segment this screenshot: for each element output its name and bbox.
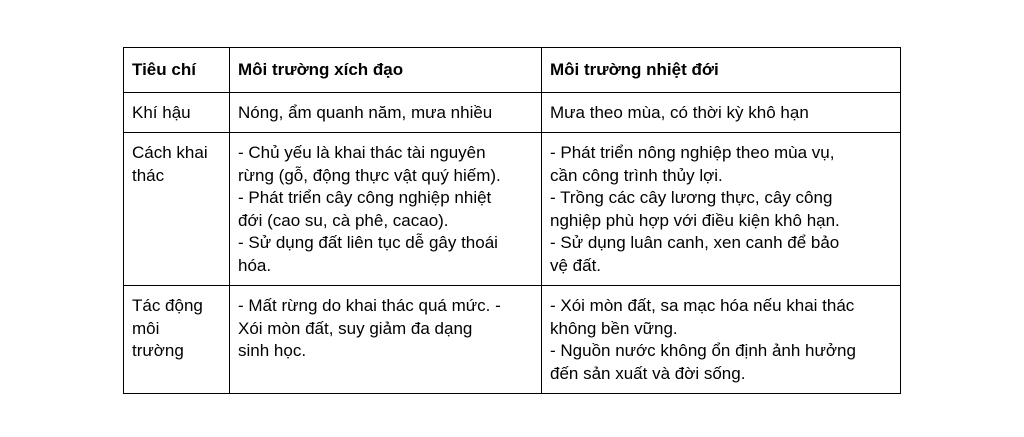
table-header-row [124, 48, 901, 93]
cell-line: rừng (gỗ, động thực vật quý hiếm). [238, 165, 501, 185]
cell-equatorial-exploitation [230, 133, 542, 286]
cell-line: trường [132, 341, 184, 360]
header-criterion: Tiêu chí [124, 48, 230, 93]
cell-line: - Sử dụng đất liên tục dễ gây thoái [238, 233, 498, 252]
table-row-environment [124, 286, 901, 394]
table-row-exploitation [124, 133, 901, 286]
cell-tropical-exploitation [542, 133, 901, 286]
cell-line: Mưa theo mùa, có thời kỳ khô hạn [550, 102, 809, 122]
cell-line: sinh học. [238, 341, 307, 360]
cell-criterion-environment [124, 286, 230, 394]
cell-line: - Sử dụng luân canh, xen canh để bảo [550, 233, 840, 252]
cell-line: Xói mòn đất, suy giảm đa dạng [238, 318, 473, 338]
cell-line: môi [132, 318, 160, 338]
cell-line: nghiệp phù hợp với điều kiện khô hạn. [550, 210, 840, 230]
cell-line: hóa. [238, 255, 272, 275]
cell-line: Nóng, ẩm quanh năm, mưa nhiều [238, 102, 493, 122]
cell-line: - Phát triển nông nghiệp theo mùa vụ, [550, 143, 835, 162]
cell-line: đới (cao su, cà phê, cacao). [238, 210, 449, 230]
cell-line: - Mất rừng do khai thác quá mức. - [238, 296, 501, 315]
cell-line: vệ đất. [550, 255, 602, 275]
cell-line: đến sản xuất và đời sống. [550, 363, 746, 383]
cell-line: - Nguồn nước không ổn định ảnh hưởng [550, 341, 856, 360]
cell-tropical-environment [542, 286, 901, 394]
cell-line: Khí hậu [132, 102, 191, 122]
cell-criterion-climate [124, 92, 230, 133]
cell-line: cần công trình thủy lợi. [550, 165, 723, 185]
cell-line: Cách khai [132, 143, 208, 162]
cell-equatorial-environment [230, 286, 542, 394]
comparison-table [123, 47, 901, 394]
cell-line: Tác động [132, 296, 203, 315]
cell-line: - Xói mòn đất, sa mạc hóa nếu khai thác [550, 296, 855, 315]
cell-line: thác [132, 165, 165, 185]
cell-criterion-exploitation [124, 133, 230, 286]
cell-line: - Chủ yếu là khai thác tài nguyên [238, 143, 486, 162]
header-tropical: Môi trường nhiệt đới [542, 48, 901, 93]
cell-equatorial-climate [230, 92, 542, 133]
cell-line: - Phát triển cây công nghiệp nhiệt [238, 188, 492, 207]
cell-tropical-climate [542, 92, 901, 133]
cell-line: không bền vững. [550, 318, 678, 338]
table-row-climate [124, 92, 901, 133]
header-equatorial: Môi trường xích đạo [230, 48, 542, 93]
cell-line: - Trồng các cây lương thực, cây công [550, 188, 833, 207]
